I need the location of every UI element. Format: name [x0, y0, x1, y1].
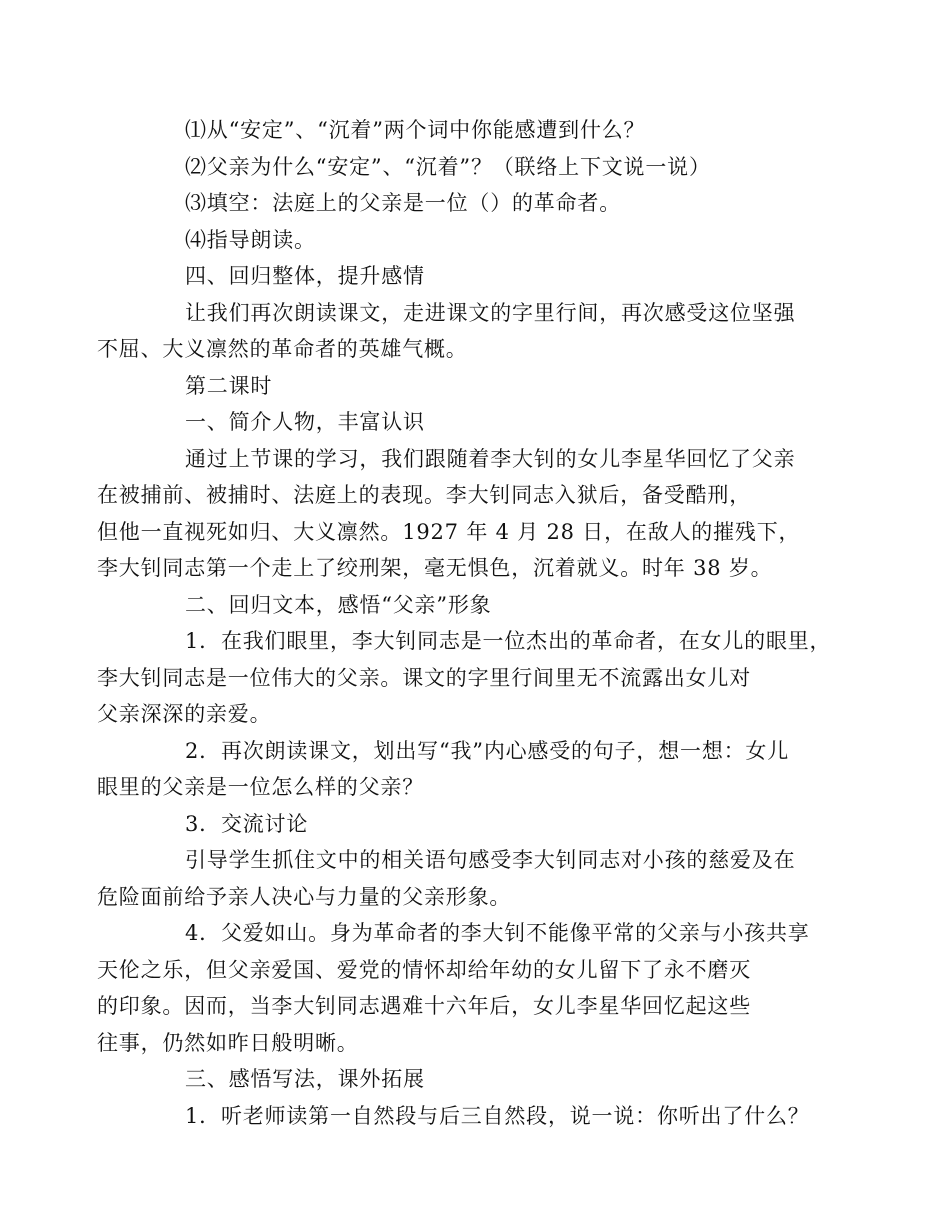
document-body [97, 112, 832, 1134]
text-line: 一、简介人物，丰富认识 [185, 410, 425, 434]
paragraph [141, 368, 813, 405]
paragraph [141, 1061, 813, 1098]
paragraph [97, 915, 813, 1061]
text-line: 通过上节课的学习，我们跟随着李大钊的女儿李星华回忆了父亲 [185, 446, 796, 471]
text-line: 引导学生抓住文中的相关语句感受李大钊同志对小孩的慈爱及在 [185, 848, 796, 872]
text-line: ⑵父亲为什么“安定”、“沉着”？（联络上下文说一说） [185, 154, 711, 179]
paragraph [141, 404, 813, 441]
text-line: 不屈、大义凛然的革命者的英雄气概。 [97, 337, 468, 361]
text-line: 让我们再次朗读课文，走进课文的字里行间，再次感受这位坚强 [185, 300, 796, 325]
text-line: 天伦之乐，但父亲爱国、爱党的情怀却给年幼的女儿留下了永不磨灭 [97, 957, 751, 982]
text-line: ⑶填空：法庭上的父亲是一位（）的革命者。 [185, 191, 621, 215]
text-line: 的印象。因而，当李大钊同志遇难十六年后，女儿李星华回忆起这些 [97, 994, 751, 1018]
paragraph [141, 222, 813, 259]
text-line: 1．听老师读第一自然段与后三自然段，说一说：你听出了什么？ [185, 1103, 810, 1128]
paragraph [141, 112, 813, 149]
paragraph [97, 441, 813, 587]
text-line: 三、感悟写法，课外拓展 [185, 1067, 425, 1091]
paragraph [141, 185, 813, 222]
paragraph [97, 842, 813, 915]
paragraph [141, 149, 813, 186]
paragraph [97, 733, 813, 806]
text-line: 但他一直视死如归、大义凛然。1927 年 4 月 28 日，在敌人的摧残下， [97, 519, 801, 544]
text-line: 3．交流讨论 [185, 811, 309, 836]
paragraph [97, 623, 832, 733]
text-line: 李大钊同志第一个走上了绞刑架，毫无惧色，沉着就义。时年 38 岁。 [97, 556, 773, 580]
paragraph [141, 258, 813, 295]
text-line: 4．父爱如山。身为革命者的李大钊不能像平常的父亲与小孩共享 [185, 921, 810, 945]
text-line: 李大钊同志是一位伟大的父亲。课文的字里行间里无不流露出女儿对 [97, 665, 751, 690]
paragraph [141, 806, 813, 843]
text-line: 在被捕前、被捕时、法庭上的表现。李大钊同志入狱后，备受酷刑， [97, 483, 751, 507]
paragraph [141, 1098, 813, 1135]
text-line: 2．再次朗读课文，划出写“我”内心感受的句子，想一想：女儿 [185, 738, 790, 763]
paragraph [141, 587, 813, 624]
text-line: ⑴从“安定”、“沉着”两个词中你能感遭到什么？ [185, 118, 646, 142]
text-line: 第二课时 [185, 373, 273, 398]
text-line: 二、回归文本，感悟“父亲”形象 [185, 592, 492, 617]
text-line: ⑷指导朗读。 [185, 227, 316, 252]
text-line: 父亲深深的亲爱。 [97, 702, 272, 726]
paragraph [97, 295, 813, 368]
text-line: 往事，仍然如昨日般明晰。 [97, 1030, 359, 1055]
text-line: 1．在我们眼里，李大钊同志是一位杰出的革命者，在女儿的眼里， [185, 629, 832, 653]
text-line: 四、回归整体，提升感情 [185, 264, 425, 288]
text-line: 眼里的父亲是一位怎么样的父亲？ [97, 775, 424, 799]
text-line: 危险面前给予亲人决心与力量的父亲形象。 [97, 884, 512, 909]
